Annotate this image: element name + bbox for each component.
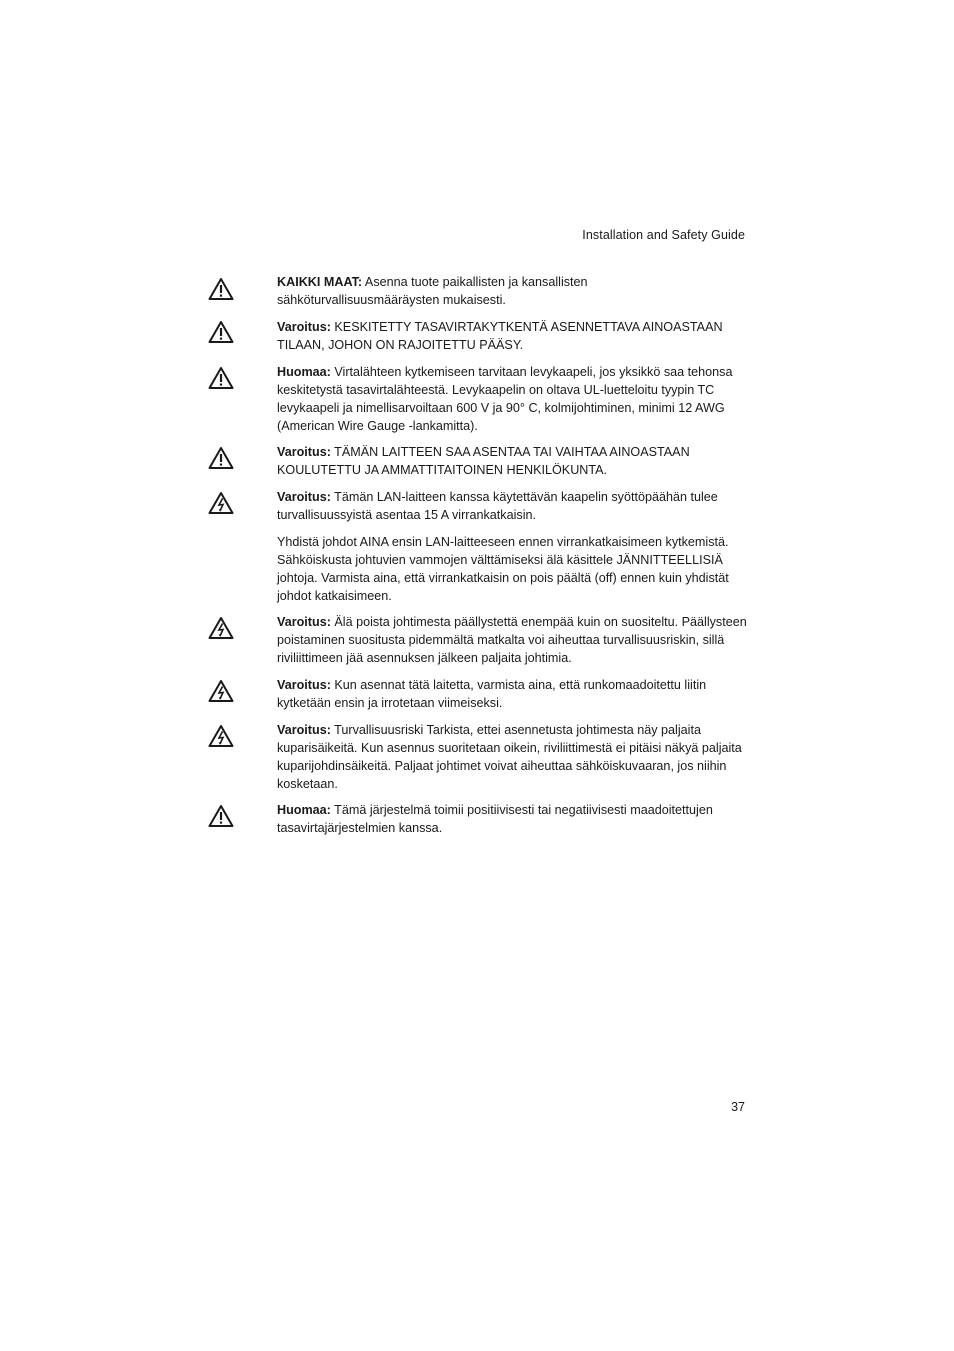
notice-text: Kun asennat tätä laitetta, varmista aina, että runkomaadoitettu liitin kytketään ensin ja irrotetaan viimeiseksi. [277, 678, 707, 710]
notice-label: Huomaa: [277, 803, 331, 817]
page-number: 37 [731, 1100, 745, 1114]
notice [277, 363, 747, 435]
notice-text: Virtalähteen kytkemiseen tarvitaan levykaapeli, jos yksikkö saa tehonsa keskitetystä tasavirtalähteestä. Levykaapelin on oltava UL-luetteloitu tyypin TC levykaapeli ja nimellisarvoiltaan 600 V ja 90° C, kolmijohtiminen, minimi 12 AWG (American Wire Gauge -lankamitta). [277, 365, 733, 433]
warning-triangle-icon [208, 277, 234, 301]
notice-text: Turvallisuusriski Tarkista, ettei asennetusta johtimesta näy paljaita kuparisäikeitä. Kun asennus suoritetaan oikein, riviliittimestä ei pitäisi näkyä paljaita kuparijohdinsäikeitä. Paljaat johtimet voivat aiheuttaa sähköiskuvaaran, jos niihin kosketaan. [277, 723, 742, 791]
electrical-hazard-icon [208, 616, 234, 640]
warning-triangle-icon [208, 804, 234, 828]
notice-text: KESKITETTY TASAVIRTAKYTKENTÄ ASENNETTAVA AINOASTAAN TILAAN, JOHON ON RAJOITETTU PÄÄSY. [277, 320, 723, 352]
electrical-hazard-icon [208, 491, 234, 515]
electrical-hazard-icon [208, 679, 234, 703]
notice-label: Varoitus: [277, 320, 331, 334]
warning-triangle-icon [208, 446, 234, 470]
notice-text: Älä poista johtimesta päällystettä enempää kuin on suositeltu. Päällysteen poistaminen suositusta pidemmältä matkalta voi aiheuttaa turvallisuusriskin, sillä riviliittimeen jää asennuksen jälkeen paljaita johtimia. [277, 615, 747, 665]
notice-paragraph [277, 533, 747, 605]
notice-text: Tämän LAN-laitteen kanssa käytettävän kaapelin syöttöpäähän tulee turvallisuussyistä asentaa 15 A virrankatkaisin. [277, 490, 718, 522]
notice-label: KAIKKI MAAT: [277, 275, 363, 289]
notice-text: Asenna tuote paikallisten ja kansallisten sähköturvallisuusmääräysten mukaisesti. [277, 275, 588, 307]
notice-label: Varoitus: [277, 490, 331, 504]
notice-label: Varoitus: [277, 615, 331, 629]
electrical-hazard-icon [208, 724, 234, 748]
notice [277, 273, 747, 309]
notice-label: Varoitus: [277, 678, 331, 692]
notice [277, 318, 747, 354]
warning-triangle-icon [208, 366, 234, 390]
notice-label: Varoitus: [277, 723, 331, 737]
warning-triangle-icon [208, 320, 234, 344]
notice [277, 721, 747, 793]
notice-text: Tämä järjestelmä toimii positiivisesti tai negatiivisesti maadoitettujen tasavirtajärjestelmien kanssa. [277, 803, 713, 835]
notice [277, 488, 747, 524]
notice [277, 443, 747, 479]
notice-label: Varoitus: [277, 445, 331, 459]
notice [277, 613, 747, 667]
notice [277, 676, 747, 712]
notice [277, 801, 747, 837]
notice-text: Yhdistä johdot AINA ensin LAN-laitteeseen ennen virrankatkaisimeen kytkemistä. Sähköiskusta johtuvien vammojen välttämiseksi älä käsittele JÄNNITTEELLISIÄ johtoja. Varmista aina, että virrankatkaisin on pois päältä (off) ennen kuin yhdistät johdot katkaisimeen. [277, 535, 729, 603]
notice-text: TÄMÄN LAITTEEN SAA ASENTAA TAI VAIHTAA AINOASTAAN KOULUTETTU JA AMMATTITAITOINEN HENKILÖKUNTA. [277, 445, 690, 477]
running-header: Installation and Safety Guide [582, 228, 745, 242]
notice-label: Huomaa: [277, 365, 331, 379]
